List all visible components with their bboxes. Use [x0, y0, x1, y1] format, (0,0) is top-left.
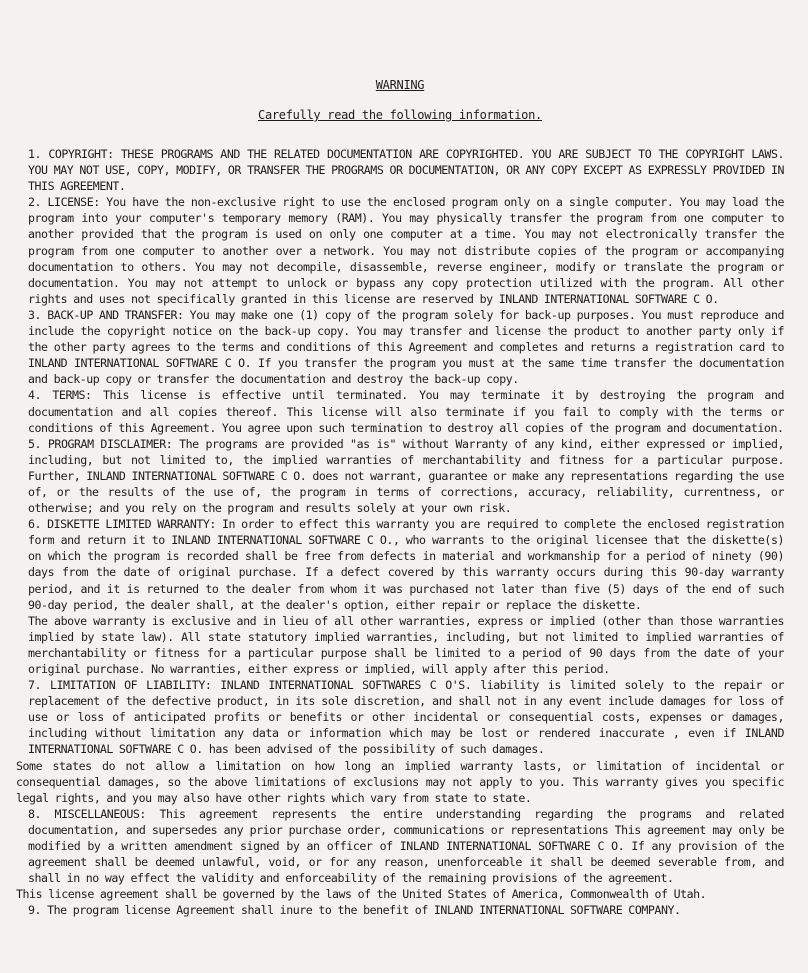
clause-text: Some states do not allow a limitation on how long an implied warranty lasts, or limitation of incidental or consequential damages, so the above limitations of exclusions may not apply to you. This warranty gives you specific legal rights, and you may also have other rights which vary from state to state.	[16, 758, 784, 805]
clause-terms	[16, 387, 784, 435]
clause-heading: DISKETTE LIMITED WARRANTY:	[47, 517, 216, 532]
clause-heading: MISCELLANEOUS:	[54, 806, 146, 821]
clause-license	[16, 194, 784, 307]
clause-number: 8.	[28, 806, 42, 821]
clause-number: 7.	[28, 678, 42, 693]
clause-governing-law	[16, 886, 784, 902]
clause-number: 2.	[28, 195, 42, 210]
clause-state-limitations	[16, 758, 784, 806]
clause-number: 6.	[28, 517, 42, 532]
clause-program-disclaimer	[16, 436, 784, 516]
clause-heading: LICENSE:	[47, 195, 100, 210]
clause-warranty-exclusive	[16, 613, 784, 677]
clause-number: 4.	[28, 388, 42, 403]
clause-heading: PROGRAM DISCLAIMER:	[47, 436, 173, 451]
clause-text: This license agreement shall be governed by the laws of the United States of America, Commonwealth of Utah.	[16, 887, 707, 902]
clause-backup-transfer	[16, 307, 784, 387]
warning-title: WARNING	[375, 78, 425, 92]
warning-subtitle: Carefully read the following information.	[258, 108, 542, 122]
clause-miscellaneous	[16, 806, 784, 886]
clause-text: The above warranty is exclusive and in lieu of all other warranties, express or implied (other than those warranties implied by state law). All state statutory implied warranties, including, but not limited to implied warranties of merchantability or fitness for a particular purpose shall be limited to a period of 90 days from the date of your original purchase. No warranties, either express or implied, will apply after this period.	[28, 613, 784, 676]
clause-text: The program license Agreement shall inure to the benefit of INLAND INTERNATIONAL SOFTWARE COMPANY.	[47, 903, 681, 918]
clause-heading: COPYRIGHT:	[48, 147, 114, 161]
clause-text: You may make one (1) copy of the program solely for back-up purposes. You must reproduce and include the copyright notice on the back-up copy. You may transfer and license the product to another party only if the other party agrees to the terms and conditions of this Agreement and completes and returns a registration card to INLAND INTERNATIONAL SOFTWARE C O. If you transfer the program you must at the same time transfer the documentation and back-up copy or transfer the documentation and destroy the back-up copy.	[28, 307, 785, 387]
clause-heading: LIMITATION OF LIABILITY:	[49, 678, 212, 693]
clause-text: THESE PROGRAMS AND THE RELATED DOCUMENTATION ARE COPYRIGHTED. YOU ARE SUBJECT TO THE COPYRIGHT LAWS. YOU MAY NOT USE, COPY, MODIFY, OR TRANSFER THE PROGRAMS OR DOCUMENTATION, OR ANY COPY EXCEPT AS EXPRESSLY PROVIDED IN THIS AGREEMENT.	[28, 147, 785, 194]
clause-diskette-warranty	[16, 516, 784, 613]
clause-number: 1.	[28, 147, 42, 161]
clause-text: You have the non-exclusive right to use the enclosed program only on a single computer. You may load the program into your computer's temporary memory (RAM). You may physically transfer the program from one computer to another provided that the program is used on only one computer at a time. You may not electronically transfer the program from one computer to another over a network. You may not distribute copies of the program or accompanying documentation to others. You may not decompile, disassemble, reverse engineer, modify or translate the program or documentation. You may not attempt to unlock or bypass any copy protection utilized with the program. All other rights and uses not specifically granted in this license are reserved by INLAND INTERNATIONAL SOFTWARE C O.	[28, 195, 785, 306]
clause-text: This agreement represents the entire understanding regarding the programs and related documentation, and supersedes any prior purchase order, communications or representations This agreement may only be modified by a written amendment signed by an officer of INLAND INTERNATIONAL SOFTWARE C O. If any provision of the agreement shall be deemed unlawful, void, or for any reason, unenforceable it shall be deemed severable from, and shall in no way effect the validity and enforceability of the remaining provisions of the agreement.	[28, 806, 784, 886]
clause-number: 5.	[28, 436, 42, 451]
clause-text: The programs are provided "as is" without Warranty of any kind, either expressed or implied, including, but not limited to, the implied warranties of merchantability and fitness for a particular purpose. Further, INLAND INTERNATIONAL SOFTWARE C O. does not warrant, guarantee or make any representations regarding the use of, or the results of the use of, the program in terms of corrections, accuracy, reliability, currentness, or otherwise; and you rely on the program and results solely at your own risk.	[28, 436, 785, 516]
clause-text: In order to effect this warranty you are required to complete the enclosed registration form and return it to INLAND INTERNATIONAL SOFTWARE C O., who warrants to the original licensee that the diskette(s) on which the program is recorded shall be free from defects in material and workmanship for a period of ninety (90) days from the date of original purchase. If a defect covered by this warranty occurs during this 90-day warranty period, and it is returned to the dealer from whom it was purchased not later than five (5) days of the end of such 90-day period, the dealer shall, at the dealer's option, either repair or replace the diskette.	[28, 517, 785, 612]
clause-benefit	[16, 902, 784, 918]
clause-number: 3.	[28, 307, 42, 322]
clause-heading: BACK-UP AND TRANSFER:	[47, 307, 184, 322]
clause-limitation-liability	[16, 677, 784, 757]
clause-copyright	[16, 146, 784, 194]
clause-heading: TERMS:	[52, 388, 92, 403]
clause-text: INLAND INTERNATIONAL SOFTWARES C O'S. liability is limited solely to the repair or replacement of the defective product, in its sole discretion, and shall not in any event include damages for loss of use or loss of anticipated profits or benefits or other incidental or consequential costs, expenses or damages, including without limitation any data or information which may be lost or rendered inaccurate , even if INLAND INTERNATIONAL SOFTWARE C O. has been advised of the possibility of such damages.	[28, 678, 784, 757]
clause-text: This license is effective until terminated. You may terminate it by destroying the program and documentation and all copies thereof. This license will also terminate if you fail to comply with the terms or conditions of this Agreement. You agree upon such termination to destroy all copies of the program and documentation.	[28, 388, 785, 435]
clause-number: 9.	[28, 903, 42, 918]
